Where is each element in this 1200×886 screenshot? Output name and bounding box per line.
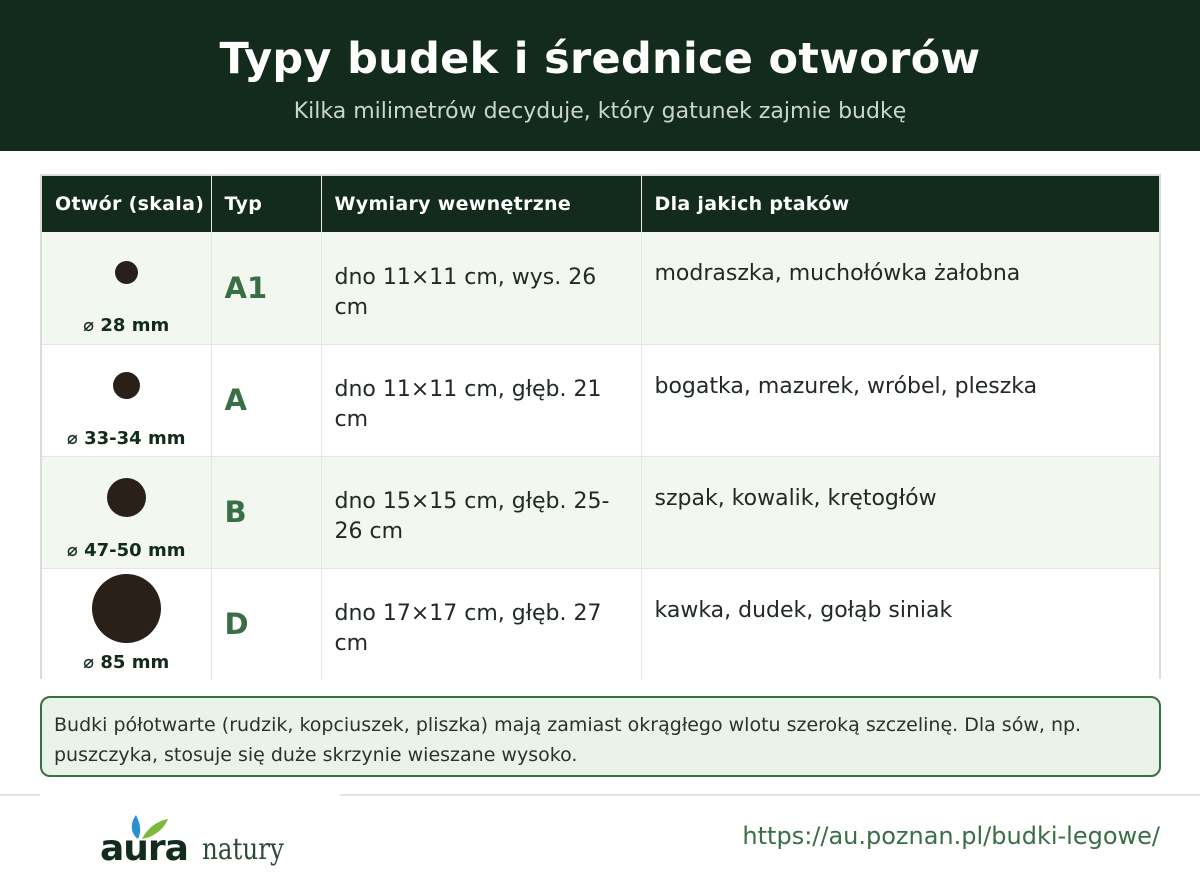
hole-circle [92, 574, 161, 643]
column-header-hole: Otwór (skala) [42, 176, 211, 232]
box-dimensions [321, 456, 641, 568]
bird-species-text: kawka, dudek, gołąb siniak [654, 597, 953, 623]
hole-diameter-label: ⌀ 47-50 mm [67, 539, 186, 561]
hole-cell [42, 232, 211, 344]
info-note: Budki półotwarte (rudzik, kopciuszek, pliszka) mają zamiast okrągłego wlotu szeroką szczelinę. Dla sów, np. puszczyka, stosuje się duże skrzynie wieszane wysoko. [40, 696, 1161, 777]
hole-cell [42, 568, 211, 680]
box-dimensions-text: dno 11×11 cm, głęb. 21 cm [334, 377, 602, 432]
page-subtitle: Kilka milimetrów decyduje, który gatunek zajmie budkę [293, 99, 907, 124]
bird-species-text: szpak, kowalik, krętogłów [654, 485, 937, 511]
logo-subtitle: natury [202, 832, 284, 867]
hole-circle [113, 372, 140, 399]
column-header-birds: Dla jakich ptaków [654, 193, 850, 215]
box-type: A1 [211, 232, 321, 344]
box-type: B [211, 456, 321, 568]
table-row [42, 456, 1159, 568]
box-dimensions-text: dno 15×15 cm, głęb. 25-26 cm [334, 489, 610, 544]
bird-species [641, 456, 1159, 568]
box-dimensions [321, 344, 641, 456]
box-dimensions-text: dno 11×11 cm, wys. 26 cm [334, 264, 597, 320]
bird-species [641, 568, 1159, 680]
logo-wordmark: aura [100, 828, 188, 869]
table-header-row [42, 176, 1159, 232]
box-type: D [211, 568, 321, 680]
bird-species [641, 344, 1159, 456]
hole-cell [42, 344, 211, 456]
box-dimensions [321, 568, 641, 680]
table-row [42, 232, 1159, 344]
table-row [42, 568, 1159, 680]
logo-area [40, 793, 340, 886]
source-link[interactable]: https://au.poznan.pl/budki-legowe/ [742, 822, 1160, 850]
bird-species-text: bogatka, mazurek, wróbel, pleszka [654, 373, 1038, 399]
column-header-type: Typ [211, 176, 321, 232]
bird-species [641, 232, 1159, 344]
hole-cell [42, 456, 211, 568]
column-header-dimensions: Wymiary wewnętrzne [321, 176, 641, 232]
bird-species-text: modraszka, muchołówka żałobna [654, 261, 1021, 286]
hole-circle [115, 261, 138, 284]
box-dimensions-text: dno 17×17 cm, głęb. 27 cm [334, 601, 602, 657]
box-dimensions [321, 232, 641, 344]
hole-diameter-label: ⌀ 85 mm [83, 651, 170, 673]
page-header [0, 0, 1200, 151]
box-type: A [211, 344, 321, 456]
hole-diameter-label: ⌀ 28 mm [83, 315, 170, 337]
hole-diameter-label: ⌀ 33-34 mm [67, 427, 186, 449]
table-row [42, 344, 1159, 456]
hole-circle [107, 478, 146, 517]
nest-box-table [40, 174, 1161, 679]
page-title: Typy budek i średnice otworów [219, 34, 981, 84]
